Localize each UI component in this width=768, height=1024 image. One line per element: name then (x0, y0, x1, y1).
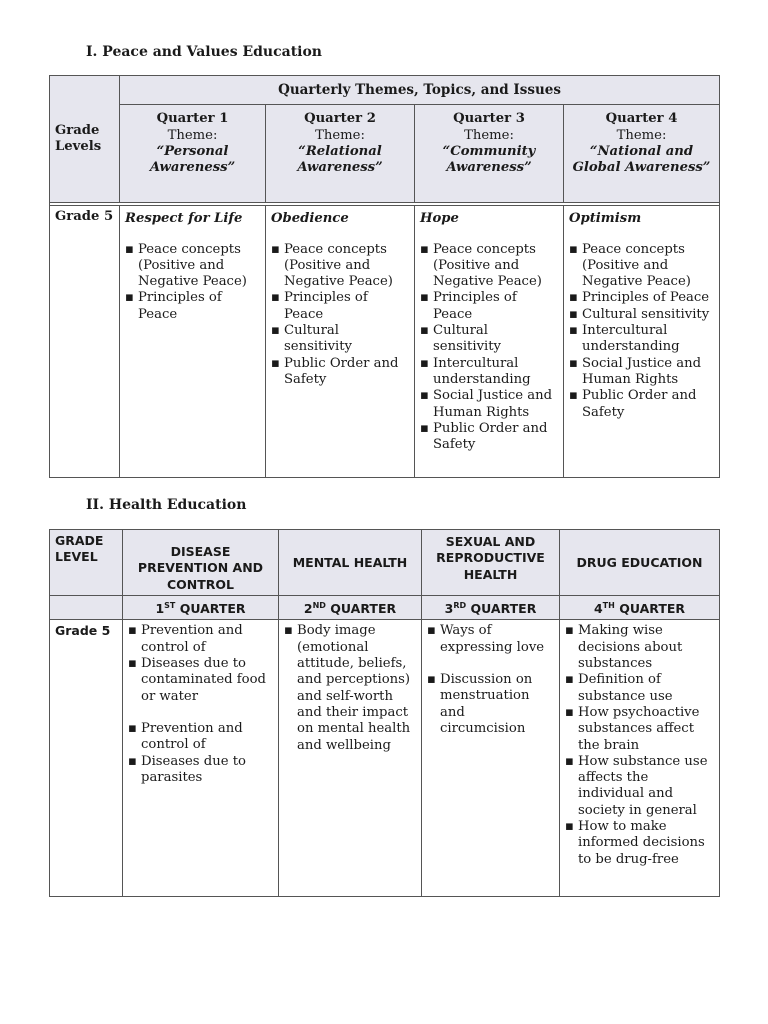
topic-list (427, 623, 554, 737)
quarter-title: Quarter 2 (304, 111, 376, 127)
list-item: ▪ Peace concepts (Positive and Negative Peace) (569, 242, 714, 291)
quarter-1-content (120, 206, 266, 478)
topic-list (420, 242, 558, 454)
grade-5-label: Grade 5 (50, 206, 120, 478)
quarter-word: QUARTER (330, 601, 397, 617)
grade-5-label: Grade 5 (50, 620, 123, 897)
list-item: ▪ Principles of Peace (125, 290, 260, 323)
quarter-suffix: RD (453, 601, 467, 610)
quarter-title: Quarter 4 (605, 111, 678, 127)
topic-disease-prevention: DISEASE PREVENTION AND CONTROL (123, 530, 279, 596)
list-item: ▪ Social Justice and Human Rights (420, 388, 558, 421)
quarter-word: QUARTER (179, 601, 246, 617)
topic-list (565, 623, 714, 867)
theme-name: “Relational Awareness” (297, 143, 383, 176)
theme-name: “National and Global Awareness” (572, 143, 711, 176)
topic-list (271, 242, 409, 389)
quarter-4-label (560, 596, 720, 620)
list-item: ▪ Diseases due to contaminated food or water (128, 656, 273, 705)
list-item: ▪ Cultural sensitivity (420, 323, 558, 356)
theme-label: Theme: (464, 127, 514, 143)
list-item: ▪ Principles of Peace (569, 290, 714, 306)
list-item: ▪ How substance use affects the individual and society in general (565, 754, 714, 819)
quarter-title: Quarter 1 (156, 111, 229, 127)
topic-list (128, 623, 273, 786)
focus-value: Hope (420, 211, 459, 227)
list-item: ▪ Social Justice and Human Rights (569, 356, 714, 389)
grade-level-header: GRADE LEVEL (50, 530, 123, 596)
grade-level-header-spacer (50, 596, 123, 620)
list-item: ▪ Principles of Peace (271, 290, 409, 323)
topic-list (125, 242, 260, 323)
topic-list (284, 623, 416, 753)
quarter-title: Quarter 3 (453, 111, 525, 127)
section-2-title: II. Health Education (86, 497, 247, 513)
theme-name: “Personal Awareness” (149, 143, 236, 176)
peace-values-table (49, 75, 720, 478)
list-item: ▪ Definition of substance use (565, 672, 714, 705)
list-item: ▪ How psychoactive substances affect the brain (565, 705, 714, 754)
list-item: ▪ Peace concepts (Positive and Negative Peace) (125, 242, 260, 291)
list-item: ▪ Making wise decisions about substances (565, 623, 714, 672)
focus-value: Respect for Life (125, 211, 243, 227)
quarter-number: 1 (155, 601, 165, 617)
quarter-3-content (415, 206, 564, 478)
grade-levels-header: Grade Levels (50, 76, 120, 203)
quarter-suffix: ND (312, 601, 326, 610)
list-item: ▪ How to make informed decisions to be drug-free (565, 819, 714, 868)
quarter-3-label (422, 596, 560, 620)
mental-health-content (279, 620, 422, 897)
list-item: ▪ Discussion on menstruation and circumcision (427, 672, 554, 737)
theme-name: “Community Awareness” (442, 143, 536, 176)
list-item: ▪ Prevention and control of (128, 721, 273, 754)
theme-label: Theme: (167, 127, 218, 143)
list-item: ▪ Public Order and Safety (420, 421, 558, 454)
quarter-3-header (415, 105, 564, 203)
quarter-number: 4 (593, 601, 603, 617)
quarter-suffix: ST (164, 601, 176, 610)
quarter-number: 2 (303, 601, 313, 617)
quarter-2-header (266, 105, 415, 203)
quarter-1-header (120, 105, 266, 203)
list-item: ▪ Public Order and Safety (271, 356, 409, 389)
list-item: ▪ Principles of Peace (420, 290, 558, 323)
topic-drug-education: DRUG EDUCATION (560, 530, 720, 596)
topic-mental-health: MENTAL HEALTH (279, 530, 422, 596)
list-item: ▪ Public Order and Safety (569, 388, 714, 421)
quarterly-themes-header: Quarterly Themes, Topics, and Issues (120, 76, 720, 105)
list-item: ▪ Peace concepts (Positive and Negative Peace) (420, 242, 558, 291)
sexual-reproductive-health-content (422, 620, 560, 897)
list-item: ▪ Intercultural understanding (569, 323, 714, 356)
health-education-table (49, 529, 720, 897)
quarter-4-content (564, 206, 720, 478)
drug-education-content (560, 620, 720, 897)
list-item: ▪ Intercultural understanding (420, 356, 558, 389)
list-item: ▪ Cultural sensitivity (569, 307, 714, 323)
quarter-2-label (279, 596, 422, 620)
theme-label: Theme: (315, 127, 365, 143)
topic-sexual-reproductive-health: SEXUAL AND REPRODUCTIVE HEALTH (422, 530, 560, 596)
quarter-1-label (123, 596, 279, 620)
list-item: ▪ Prevention and control of (128, 623, 273, 656)
topic-list (569, 242, 714, 421)
quarter-suffix: TH (602, 601, 615, 610)
quarter-word: QUARTER (619, 601, 686, 617)
section-1-title: I. Peace and Values Education (86, 44, 322, 60)
quarter-number: 3 (444, 601, 454, 617)
quarter-4-header (564, 105, 720, 203)
list-item: ▪ Ways of expressing love (427, 623, 554, 656)
list-item: ▪ Cultural sensitivity (271, 323, 409, 356)
quarter-word: QUARTER (470, 601, 537, 617)
focus-value: Obedience (271, 211, 349, 227)
focus-value: Optimism (569, 211, 642, 227)
quarter-2-content (266, 206, 415, 478)
list-item: ▪ Peace concepts (Positive and Negative Peace) (271, 242, 409, 291)
list-item: ▪ Diseases due to parasites (128, 754, 273, 787)
list-item: ▪ Body image (emotional attitude, beliefs, and perceptions) and self-worth and their impact on mental health and wellbeing (284, 623, 416, 753)
theme-label: Theme: (616, 127, 667, 143)
disease-prevention-content (123, 620, 279, 897)
